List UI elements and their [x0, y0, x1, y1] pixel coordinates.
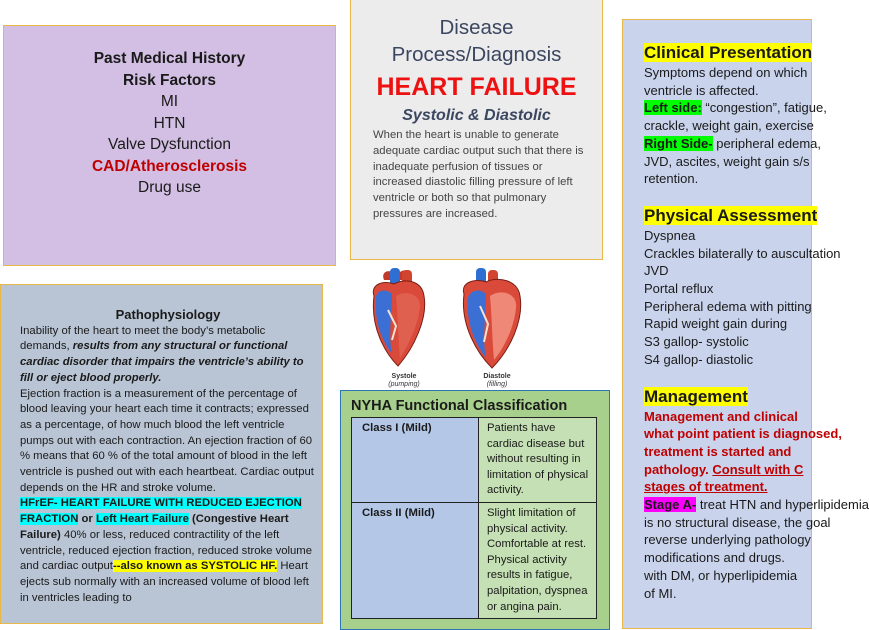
right-side-label: Right Side-: [644, 135, 713, 151]
nyha-class-cell: Class II (Mild): [352, 502, 479, 618]
management-line: is no structural disease, the goal: [644, 514, 831, 530]
clinical-presentation-title: Clinical Presentation: [644, 43, 813, 62]
nyha-class-cell: Class I (Mild): [352, 418, 479, 503]
risk-factor-item: Valve Dysfunction: [108, 136, 231, 153]
management-red-line: what point patient is diagnosed,: [644, 426, 842, 442]
systole-caption: [374, 373, 434, 389]
diastole-label: Diastole: [483, 373, 511, 380]
management-red-line: treatment is started and: [644, 443, 792, 459]
patho-text: Inability of the heart to meet the body’s metabolic demands,: [20, 324, 266, 353]
risk-factor-item: Drug use: [138, 179, 201, 196]
left-hf-highlight: Left Heart Failure: [95, 513, 189, 526]
list-item: Rapid weight gain during: [644, 316, 788, 332]
diastole-caption: [467, 373, 527, 389]
heart-diagram-icon: [362, 266, 532, 390]
list-item: Portal reflux: [644, 281, 714, 297]
clinical-line: Symptoms depend on which: [644, 65, 808, 80]
physical-assessment-title: Physical Assessment: [644, 205, 818, 225]
risk-factor-item-highlight: CAD/Atherosclerosis: [91, 157, 248, 175]
list-item: S3 gallop- systolic: [644, 334, 749, 350]
clinical-line: ventricle is affected.: [644, 82, 759, 98]
management-red-text: pathology.: [644, 461, 713, 477]
diagnosis-subtitle: Systolic & Diastolic: [402, 107, 551, 124]
clinical-left-side: [644, 99, 827, 117]
list-item: Crackles bilaterally to auscultation: [644, 245, 841, 261]
diastole-sub: (filling): [486, 381, 508, 388]
clinical-line: crackle, weight gain, exercise: [644, 118, 814, 134]
management-line: modifications and drugs.: [644, 550, 785, 566]
systole-heart-icon: [373, 268, 424, 366]
clinical-text: peripheral edema,: [712, 135, 822, 151]
right-column-box: [622, 19, 869, 629]
diastole-heart-icon: [463, 268, 520, 368]
clinical-line: JVD, ascites, weight gain s/s: [644, 153, 810, 169]
diagnosis-description: When the heart is unable to generate adequate cardiac output such that there is inadequate perfusion of tissues or increased diastolic filling pressure of left ventricle or both so that pulmonary pressures are increased.: [373, 129, 584, 220]
table-row: [352, 502, 597, 618]
patho-text: or: [78, 513, 96, 526]
stage-a-line: [644, 496, 869, 514]
patho-text: Heart ejects sub normally with an increased volume of blood left in ventricles leading to: [20, 560, 309, 604]
risk-factors-title: Risk Factors: [122, 71, 217, 89]
disease-title-line1: Disease: [439, 16, 514, 39]
pathophysiology-paragraph-1: [20, 324, 316, 387]
risk-factor-item: HTN: [153, 114, 186, 132]
management-line: of MI.: [644, 585, 677, 601]
systole-label: Systole: [391, 373, 417, 380]
past-medical-history-box: [3, 25, 336, 266]
list-item: Dyspnea: [644, 227, 696, 243]
diagnosis-title: HEART FAILURE: [376, 73, 577, 101]
nyha-title: NYHA Functional Classification: [351, 398, 568, 414]
table-row: [352, 418, 597, 503]
list-item: JVD: [644, 263, 669, 279]
nyha-classification-box: [340, 390, 610, 630]
management-line: with DM, or hyperlipidemia: [644, 567, 798, 583]
list-item: Peripheral edema with pitting: [644, 298, 812, 314]
heart-illustrations: [362, 266, 532, 390]
pathophysiology-paragraph-2: Ejection fraction is a measurement of the percentage of blood leaving your heart each time it contracts; expressed as a percentage, of how much blood the left ventricle pumps out with each contraction. An ejection fraction of 60 % means that 60 % of the total amount of blood in the left ventricle is pushed out with each heartbeat. Cardiac output depends on the HR and stroke volume.: [20, 387, 314, 494]
patho-emphasis: results from any structural or functional cardiac disorder that impairs the ventricle’s ability to fill or eject blood properly.: [20, 340, 304, 384]
nyha-description-cell: Slight limitation of physical activity. Comfortable at rest. Physical activity results in fatigue, palpitation, dyspnea or angina pain.: [479, 502, 597, 618]
patho-text: (Congestive Heart Failure): [20, 513, 289, 541]
management-red-line: Management and clinical: [644, 408, 798, 424]
management-text: treat HTN and hyperlipidemia: [696, 497, 869, 513]
left-side-label: Left side:: [644, 100, 702, 116]
pathophysiology-paragraph-3: [20, 496, 316, 606]
nyha-table: [351, 417, 597, 619]
stage-a-label: Stage A-: [644, 497, 697, 513]
nyha-description-cell: Patients have cardiac disease but without resulting in limitation of physical activity.: [479, 418, 597, 503]
disease-process-box: [350, 0, 603, 260]
management-red-line: stages of treatment.: [644, 479, 768, 495]
disease-title-line2: Process/Diagnosis: [391, 43, 562, 66]
pmh-title: Past Medical History: [93, 50, 246, 67]
clinical-right-side: [644, 135, 822, 153]
clinical-text: “congestion”, fatigue,: [701, 100, 827, 116]
management-line: reverse underlying pathology: [644, 532, 811, 548]
pathophysiology-box: [0, 284, 323, 624]
pathophysiology-title: Pathophysiology: [115, 307, 221, 322]
risk-factor-item: MI: [160, 93, 179, 110]
management-consult-text: Consult with C: [712, 461, 804, 477]
list-item: S4 gallop- diastolic: [644, 351, 754, 367]
systole-sub: (pumping): [388, 381, 420, 388]
patho-text: 40% or less, reduced contractility of the left ventricle, reduced ejection fraction, reduced stroke volume and cardiac output: [20, 528, 312, 573]
management-title: Management: [644, 386, 748, 406]
hfref-highlight: HFrEF- HEART FAILURE WITH REDUCED EJECTION FRACTION: [20, 497, 302, 526]
systolic-hf-highlight: --also known as SYSTOLIC HF.: [112, 560, 278, 573]
clinical-line: retention.: [644, 171, 699, 187]
management-red-line: [644, 461, 811, 479]
